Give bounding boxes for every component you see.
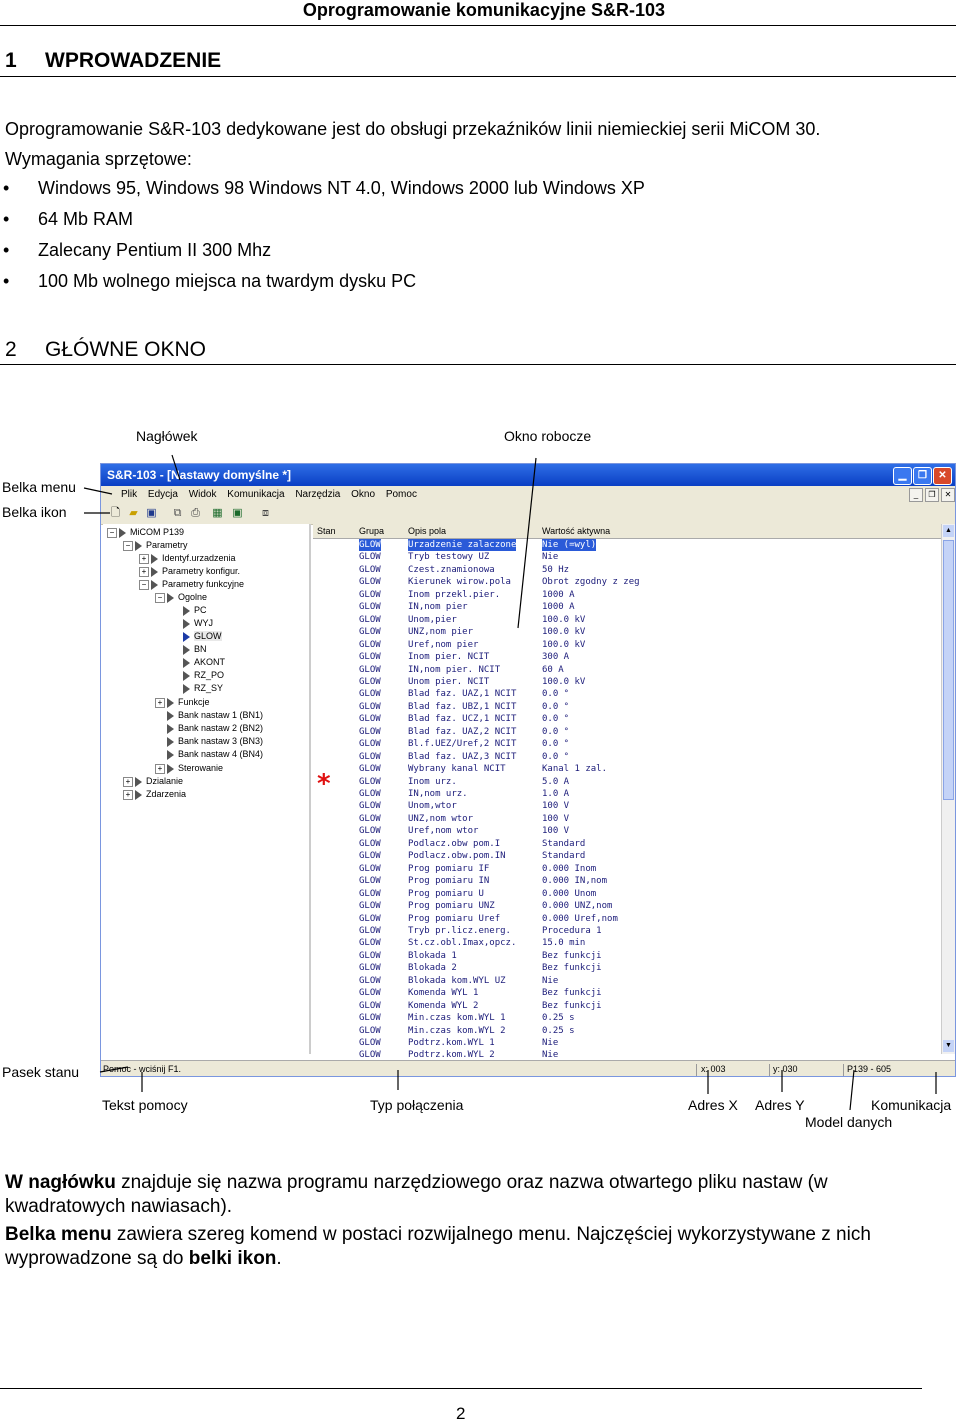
scroll-down-icon[interactable]: ▼ — [943, 1040, 954, 1052]
cell-grupa: GLOW — [359, 639, 381, 650]
cell-wartosc: Bez funkcji — [542, 963, 602, 974]
status-address-y: y: 030 — [773, 1064, 798, 1074]
mdi-restore-icon[interactable]: ❐ — [925, 488, 939, 502]
cell-opis: Podlacz.obw.pom.IN — [408, 851, 506, 862]
callout-naglowek: Nagłówek — [136, 428, 198, 444]
column-header-wartosc[interactable]: Wartość aktywna — [542, 526, 611, 536]
cell-wartosc: Kanal 1 zal. — [542, 764, 608, 775]
cell-wartosc: Nie — [542, 1038, 559, 1048]
cell-opis: Min.czas kom.WYL 1 — [408, 1013, 506, 1024]
cell-grupa: GLOW — [359, 577, 381, 588]
cell-opis: Podlacz.obw pom.I — [408, 838, 501, 849]
mdi-minimize-icon[interactable]: _ — [909, 488, 923, 502]
menu-item-pomoc[interactable]: Pomoc — [385, 489, 417, 500]
cell-grupa: GLOW — [359, 589, 381, 600]
cell-wartosc: 100.0 kV — [542, 639, 586, 650]
cell-wartosc: Obrot zgodny z zeg — [542, 577, 640, 588]
cell-grupa: GLOW — [359, 1000, 381, 1011]
paragraph-belka-menu-text: zawiera szereg komend w postaci rozwijalnego menu. Najczęściej wykorzystywane z nich wyprowadzone są do — [5, 1224, 871, 1269]
cell-opis: Podtrz.kom.WYL 1 — [408, 1038, 495, 1048]
cell-opis: UNZ,nom wtor — [408, 813, 474, 824]
tree-node-label: BN — [194, 644, 207, 654]
cell-opis: Blad faz. UCZ,1 NCIT — [408, 714, 517, 725]
cell-grupa: GLOW — [359, 826, 381, 837]
menu-item-widok[interactable]: Widok — [188, 489, 217, 500]
cell-grupa: GLOW — [359, 751, 381, 762]
cell-wartosc: 50 Hz — [542, 564, 570, 575]
network-icon[interactable]: ⧈ — [262, 507, 269, 519]
cell-grupa: GLOW — [359, 602, 381, 613]
tree-node-label: Zdarzenia — [146, 789, 187, 799]
cell-grupa: GLOW — [359, 726, 381, 737]
cell-opis: Komenda WYL 1 — [408, 988, 479, 999]
cell-opis: Prog pomiaru Uref — [408, 913, 501, 924]
cell-opis: Blad faz. UAZ,2 NCIT — [408, 726, 517, 737]
tree-node-label: Bank nastaw 1 (BN1) — [178, 710, 264, 720]
cell-grupa: GLOW — [359, 950, 381, 961]
tree-node-label: PC — [194, 605, 207, 615]
tree-node-label: AKONT — [194, 657, 226, 667]
cell-opis: Prog pomiaru UNZ — [408, 901, 495, 912]
cell-grupa: GLOW — [359, 552, 381, 563]
cell-grupa: GLOW — [359, 714, 381, 725]
cell-opis: Inom urz. — [408, 776, 457, 787]
cell-grupa: GLOW — [359, 676, 381, 687]
window-title: S&R-103 - [Nastawy domyślne *] — [107, 468, 292, 482]
cell-wartosc: Standard — [542, 851, 586, 862]
cell-grupa: GLOW — [359, 851, 381, 862]
cell-opis: Prog pomiaru IN — [408, 876, 490, 887]
leader-model-danych — [850, 1070, 854, 1110]
expand-toggle-icon[interactable]: − — [139, 580, 149, 590]
expand-toggle-icon[interactable]: − — [155, 593, 165, 603]
cell-wartosc: 0.000 Uref,nom — [542, 913, 618, 924]
menu-item-komunikacja[interactable]: Komunikacja — [227, 489, 285, 500]
section-2-number: 2 — [5, 338, 17, 361]
cell-wartosc: Nie (=wyl) — [542, 540, 597, 550]
cell-grupa: GLOW — [359, 963, 381, 974]
cell-opis: Urzadzenie zalaczone — [408, 540, 517, 550]
callout-tekst-pomocy: Tekst pomocy — [102, 1097, 188, 1113]
cell-opis: Blokada 1 — [408, 950, 457, 961]
paragraph-end: . — [276, 1248, 282, 1269]
cell-wartosc: 0.0 ° — [542, 751, 570, 762]
cell-grupa: GLOW — [359, 652, 381, 663]
cell-opis: Komenda WYL 2 — [408, 1000, 479, 1011]
cell-grupa: GLOW — [359, 764, 381, 775]
cell-wartosc: 0.000 IN,nom — [542, 876, 608, 887]
expand-toggle-icon[interactable]: + — [139, 567, 149, 577]
cell-wartosc: 300 A — [542, 652, 570, 663]
copy-icon[interactable]: ⧉ — [173, 507, 182, 519]
cell-wartosc: Nie — [542, 552, 559, 563]
expand-toggle-icon[interactable]: − — [107, 528, 117, 538]
cell-grupa: GLOW — [359, 813, 381, 824]
cell-wartosc: 0.0 ° — [542, 714, 570, 725]
cell-opis: Blokada 2 — [408, 963, 457, 974]
cell-grupa: GLOW — [359, 1038, 381, 1048]
new-file-icon[interactable]: 🗋 — [111, 507, 120, 519]
cell-grupa: GLOW — [359, 838, 381, 849]
callout-adres-x: Adres X — [688, 1097, 738, 1113]
cell-wartosc: 0.000 Unom — [542, 888, 597, 899]
cell-grupa: GLOW — [359, 664, 381, 675]
tree-node-label: WYJ — [194, 618, 213, 628]
expand-toggle-icon[interactable]: + — [155, 764, 165, 774]
menu-item-plik[interactable]: Plik — [121, 489, 138, 500]
cell-wartosc: 0.000 Inom — [542, 863, 597, 874]
tree-node-label: Bank nastaw 3 (BN3) — [178, 736, 264, 746]
tree-node-label: Identyf.urzadzenia — [162, 553, 236, 563]
term-belka-menu: Belka menu — [5, 1224, 112, 1245]
cell-wartosc: 5.0 A — [542, 776, 570, 787]
paragraph-belka-menu — [5, 1223, 950, 1271]
cell-opis: Wybrany kanal NCIT — [408, 764, 506, 775]
status-data-model: P139 - 605 — [847, 1064, 892, 1074]
cell-opis: Uref,nom wtor — [408, 826, 479, 837]
cell-opis: Prog pomiaru U — [408, 888, 484, 899]
cell-grupa: GLOW — [359, 776, 381, 787]
cell-grupa: GLOW — [359, 689, 381, 700]
cell-wartosc: 1000 A — [542, 602, 575, 613]
tree-node-label: Parametry — [146, 540, 188, 550]
cell-wartosc: Bez funkcji — [542, 1000, 602, 1011]
cell-opis: Tryb testowy UZ — [408, 552, 490, 563]
cell-wartosc: 100 V — [542, 801, 570, 812]
cell-opis: Kierunek wirow.pola — [408, 577, 511, 588]
footer-rule — [0, 1388, 922, 1389]
list-item: • Windows 95, Windows 98 Windows NT 4.0, Windows 2000 lub Windows XP — [0, 176, 645, 207]
term-naglowek: W nagłówku — [5, 1172, 116, 1193]
column-header-opis[interactable]: Opis pola — [408, 526, 447, 536]
callout-adres-y: Adres Y — [755, 1097, 805, 1113]
cell-grupa: GLOW — [359, 876, 381, 887]
cell-grupa: GLOW — [359, 540, 381, 550]
tree-node-label: Funkcje — [178, 697, 210, 707]
cell-grupa: GLOW — [359, 564, 381, 575]
cell-wartosc: 60 A — [542, 664, 564, 675]
cell-opis: UNZ,nom pier — [408, 627, 474, 638]
cell-opis: IN,nom urz. — [408, 789, 468, 799]
status-address-x: x: 003 — [701, 1064, 726, 1074]
minimize-icon[interactable]: ▁ — [893, 467, 912, 485]
cell-wartosc: 0.25 s — [542, 1025, 575, 1036]
section-1-title: WPROWADZENIE — [45, 49, 222, 72]
tree-node-label: RZ_SY — [194, 683, 224, 693]
cell-opis: Blad faz. UAZ,3 NCIT — [408, 751, 517, 762]
cell-wartosc: 15.0 min — [542, 938, 586, 949]
tree-node-label: Parametry funkcyjne — [162, 579, 245, 589]
cell-grupa: GLOW — [359, 701, 381, 712]
paragraph-naglowek-text: znajduje się nazwa programu narzędziowego oraz nazwa otwartego pliku nastaw (w kwadratowych nawiasach). — [5, 1172, 828, 1217]
leader-pasek-stanu — [100, 1067, 128, 1072]
cell-wartosc: Procedura 1 — [542, 925, 602, 936]
callout-belka-menu: Belka menu — [2, 479, 76, 495]
paragraph-naglowek — [5, 1171, 945, 1219]
status-help-text: Pomoc - wciśnij F1. — [103, 1064, 182, 1074]
column-header-stan[interactable]: Stan — [317, 526, 336, 536]
cell-wartosc: 0.0 ° — [542, 701, 570, 712]
cell-wartosc: 1000 A — [542, 589, 575, 600]
cell-wartosc: 1.0 A — [542, 789, 570, 799]
cell-grupa: GLOW — [359, 614, 381, 625]
tree-node-label: Sterowanie — [178, 763, 224, 773]
requirements-label: Wymagania sprzętowe: — [5, 149, 192, 169]
menu-item-edycja[interactable]: Edycja — [147, 489, 178, 500]
callout-belka-ikon: Belka ikon — [2, 504, 67, 520]
modified-asterisk-icon: * — [316, 769, 332, 799]
cell-wartosc: 100 V — [542, 813, 570, 824]
cell-wartosc: Standard — [542, 838, 586, 849]
menu-item-okno[interactable]: Okno — [351, 489, 376, 500]
running-header: Oprogramowanie komunikacyjne S&R-103 — [302, 0, 665, 20]
cell-opis: Blokada kom.WYL UZ — [408, 975, 506, 986]
cell-opis: Unom pier. NCIT — [408, 676, 490, 687]
tree-node-label: Ogolne — [178, 592, 208, 602]
connect-icon[interactable]: ▦ — [212, 507, 223, 519]
expand-toggle-icon[interactable]: + — [123, 790, 133, 800]
leader-naglowek — [172, 455, 180, 480]
expand-toggle-icon[interactable]: − — [123, 541, 133, 551]
callout-komunikacja: Komunikacja — [871, 1097, 952, 1113]
cell-grupa: GLOW — [359, 925, 381, 936]
cell-wartosc: 0.0 ° — [542, 739, 570, 750]
section-1-number: 1 — [5, 49, 17, 72]
cell-wartosc: 100.0 kV — [542, 676, 586, 687]
callout-pasek-stanu: Pasek stanu — [2, 1064, 80, 1080]
cell-opis: Tryb pr.licz.energ. — [408, 925, 511, 936]
term-belka-ikon: belki ikon — [188, 1248, 277, 1269]
cell-opis: IN,nom pier — [408, 602, 468, 613]
cell-wartosc: Bez funkcji — [542, 988, 602, 999]
cell-opis: Blad faz. UBZ,1 NCIT — [408, 701, 517, 712]
tree-node-label: Dzialanie — [146, 776, 184, 786]
cell-wartosc: 100.0 kV — [542, 627, 586, 638]
cell-opis: Podtrz.kom.WYL 2 — [408, 1050, 495, 1061]
close-icon[interactable]: ✕ — [933, 467, 952, 485]
cell-grupa: GLOW — [359, 863, 381, 874]
cell-wartosc: Nie — [542, 1050, 559, 1061]
tree-node-label: Bank nastaw 4 (BN4) — [178, 749, 264, 759]
tree-node-label: RZ_PO — [194, 670, 225, 680]
cell-opis: Inom przekl.pier. — [408, 589, 501, 600]
cell-grupa: GLOW — [359, 627, 381, 638]
cell-grupa: GLOW — [359, 901, 381, 912]
list-item: • Zalecany Pentium II 300 Mhz — [0, 238, 645, 269]
callout-typ-polaczenia: Typ połączenia — [370, 1097, 464, 1113]
cell-wartosc: 100 V — [542, 826, 570, 837]
cell-opis: Inom pier. NCIT — [408, 652, 490, 663]
cell-grupa: GLOW — [359, 801, 381, 812]
expand-toggle-icon[interactable]: + — [155, 698, 165, 708]
cell-grupa: GLOW — [359, 789, 381, 799]
intro-paragraph: Oprogramowanie S&R-103 dedykowane jest do obsługi przekaźników linii niemieckiej serii MiCOM 30. — [5, 119, 821, 139]
cell-wartosc: 0.0 ° — [542, 726, 570, 737]
tree-node-label: MiCOM P139 — [130, 527, 185, 537]
cell-opis: Uref,nom pier — [408, 639, 479, 650]
cell-grupa: GLOW — [359, 888, 381, 899]
cell-opis: Unom,wtor — [408, 801, 457, 812]
cell-grupa: GLOW — [359, 1050, 381, 1061]
tree-node-label: GLOW — [194, 631, 222, 641]
cell-opis: IN,nom pier. NCIT — [408, 664, 501, 675]
cell-opis: Unom,pier — [408, 614, 457, 625]
cell-grupa: GLOW — [359, 739, 381, 750]
cell-wartosc: 0.000 UNZ,nom — [542, 901, 613, 912]
cell-grupa: GLOW — [359, 988, 381, 999]
mdi-close-icon[interactable]: ✕ — [941, 488, 955, 502]
cell-grupa: GLOW — [359, 1013, 381, 1024]
cell-wartosc: Nie — [542, 975, 559, 986]
list-item: • 100 Mb wolnego miejsca na twardym dysku PC — [0, 269, 645, 300]
expand-toggle-icon[interactable]: + — [139, 554, 149, 564]
tree-node-label: Bank nastaw 2 (BN2) — [178, 723, 264, 733]
maximize-icon[interactable]: ❐ — [913, 467, 932, 485]
cell-opis: Min.czas kom.WYL 2 — [408, 1025, 506, 1036]
cell-opis: Blad faz. UAZ,1 NCIT — [408, 689, 517, 700]
page-number: 2 — [456, 1404, 466, 1423]
print-icon[interactable]: ⎙ — [191, 507, 200, 519]
cell-wartosc: Bez funkcji — [542, 950, 602, 961]
callout-okno-robocze: Okno robocze — [504, 428, 592, 444]
leader-okno-robocze — [518, 458, 536, 628]
column-header-grupa[interactable]: Grupa — [359, 526, 385, 536]
section-2-title: GŁÓWNE OKNO — [45, 338, 207, 361]
menu-item-narzedzia[interactable]: Narzędzia — [295, 489, 341, 500]
cell-wartosc: 100.0 kV — [542, 614, 586, 625]
cell-opis: Bl.f.UEZ/Uref,2 NCIT — [408, 739, 517, 750]
cell-grupa: GLOW — [359, 975, 381, 986]
cell-wartosc: 0.25 s — [542, 1013, 575, 1024]
cell-grupa: GLOW — [359, 913, 381, 924]
cell-grupa: GLOW — [359, 1025, 381, 1036]
cell-opis: Prog pomiaru IF — [408, 863, 490, 874]
cell-opis: St.cz.obl.Imax,opcz. — [408, 938, 517, 949]
monitor-icon[interactable]: ▣ — [232, 507, 243, 519]
tree-node-label: Parametry konfigur. — [162, 566, 241, 576]
scroll-up-icon[interactable]: ▲ — [943, 525, 954, 537]
expand-toggle-icon[interactable]: + — [123, 777, 133, 787]
save-icon[interactable]: ▣ — [146, 507, 157, 519]
cell-opis: Czest.znamionowa — [408, 564, 495, 575]
cell-wartosc: 0.0 ° — [542, 689, 570, 700]
list-item: • 64 Mb RAM — [0, 207, 645, 238]
cell-grupa: GLOW — [359, 938, 381, 949]
open-folder-icon[interactable]: ▰ — [129, 507, 138, 519]
leader-belka-menu — [84, 488, 112, 494]
callout-model-danych: Model danych — [805, 1114, 893, 1130]
